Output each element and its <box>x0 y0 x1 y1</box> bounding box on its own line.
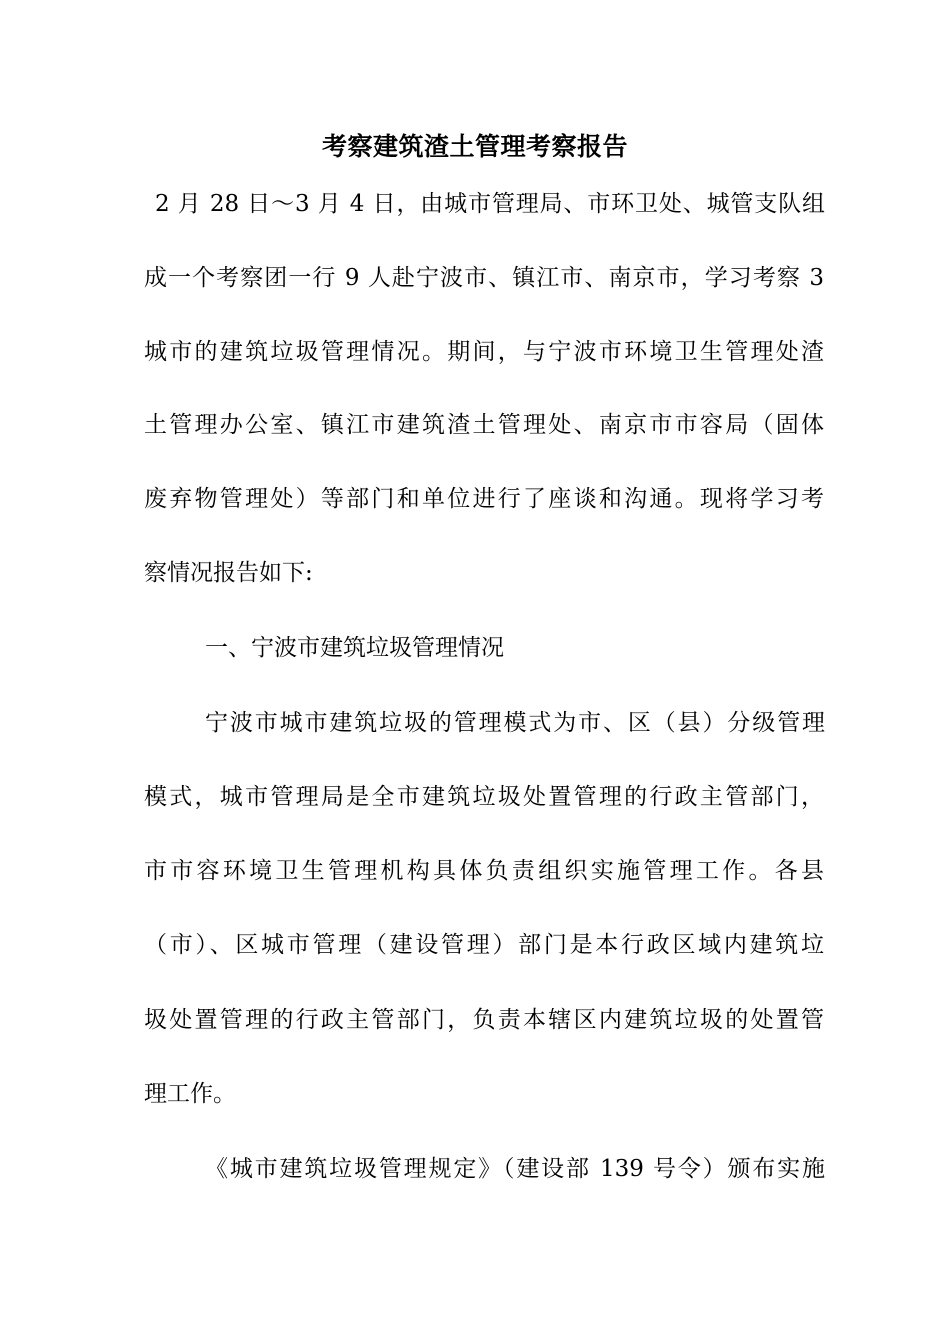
paragraph-line: 成一个考察团一行 9 人赴宁波市、镇江市、南京市，学习考察 3 <box>144 265 824 291</box>
paragraph-line: 土管理办公室、镇江市建筑渣土管理处、南京市市容局（固体 <box>144 412 824 438</box>
paragraph-line: 模式，城市管理局是全市建筑垃圾处置管理的行政主管部门， <box>144 784 824 810</box>
paragraph-line: 《城市建筑垃圾管理规定》（建设部 139 号令）颁布实施 <box>205 1156 825 1182</box>
paragraph-line: 察情况报告如下: <box>144 560 313 586</box>
paragraph-line: 2 月 28 日～3 月 4 日，由城市管理局、市环卫处、城管支队组 <box>155 191 825 217</box>
paragraph-line: 废弃物管理处）等部门和单位进行了座谈和沟通。现将学习考 <box>144 486 824 512</box>
document-title: 考察建筑渣土管理考察报告 <box>321 132 628 161</box>
paragraph-line: 宁波市城市建筑垃圾的管理模式为市、区（县）分级管理 <box>205 710 825 736</box>
paragraph-line: 圾处置管理的行政主管部门，负责本辖区内建筑垃圾的处置管 <box>144 1007 824 1033</box>
paragraph-line: （市）、区城市管理（建设管理）部门是本行政区域内建筑垃 <box>144 932 824 958</box>
section-heading: 一、宁波市建筑垃圾管理情况 <box>205 635 504 661</box>
paragraph-line: 市市容环境卫生管理机构具体负责组织实施管理工作。各县 <box>144 858 824 884</box>
paragraph-line: 城市的建筑垃圾管理情况。期间，与宁波市环境卫生管理处渣 <box>144 339 824 365</box>
paragraph-line: 理工作。 <box>144 1081 236 1107</box>
